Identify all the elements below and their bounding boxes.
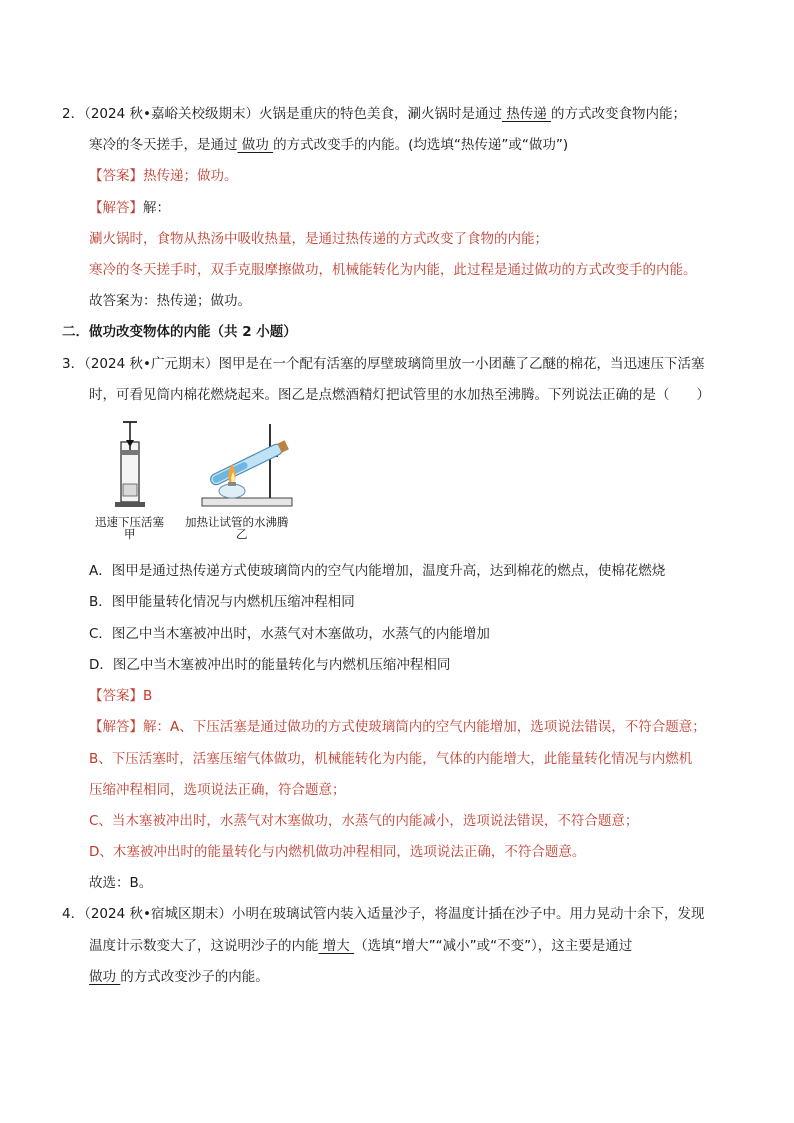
q2-final: 故答案为：热传递；做功。 <box>89 293 251 309</box>
figure-b-label: 乙 <box>236 527 248 541</box>
q2-line2-prefix: 寒冷的冬天搓手，是通过 <box>89 137 238 153</box>
q3-answer: 【答案】B <box>89 688 153 704</box>
q3-solution-line-5: D、木塞被冲出时的能量转化与内燃机做功冲程相同，选项说法正确，不符合题意。 <box>89 844 586 860</box>
q3-option-c: C．图乙中当木塞被冲出时，水蒸气对木塞做功，水蒸气的内能增加 <box>89 626 490 642</box>
q2-line1 <box>62 104 686 124</box>
q3-line1: 3．（2024 秋•广元期末）图甲是在一个配有活塞的厚壁玻璃筒里放一小团蘸了乙醚的棉花，当迅速压下活塞 <box>62 356 705 372</box>
q4-blank2: 做功 <box>89 969 121 985</box>
q3-solution-line-1 <box>89 717 706 737</box>
q2-solution-label: 【解答】 <box>89 200 143 216</box>
q3-line2: 时，可看见筒内棉花燃烧起来。图乙是点燃酒精灯把试管里的水加热至沸腾。下列说法正确的是（ ） <box>89 387 710 403</box>
q4-line1: 4．（2024 秋•宿城区期末）小明在玻璃试管内装入适量沙子，将温度计插在沙子中。用力晃动十余下，发现 <box>62 906 705 922</box>
q2-blank1: 热传递 <box>501 106 552 122</box>
q2-explanation-1: 涮火锅时，食物从热汤中吸收热量，是通过热传递的方式改变了食物的内能； <box>89 231 548 247</box>
q3-solution-text-1: 解：A、下压活塞是通过做功的方式使玻璃筒内的空气内能增加，选项说法错误，不符合题意； <box>143 719 706 735</box>
q2-line2 <box>89 135 568 155</box>
test-tube-heating-figure-icon <box>198 420 298 512</box>
q4-line3 <box>89 967 269 987</box>
q3-final: 故选：B。 <box>89 875 153 891</box>
q3-option-b: B．图甲能量转化情况与内燃机压缩冲程相同 <box>89 594 355 610</box>
q4-line2-suffix: （选填“增大”“减小”或“不变”），这主要是通过 <box>354 938 633 954</box>
q3-option-a: A．图甲是通过热传递方式使玻璃筒内的空气内能增加，温度升高，达到棉花的燃点，使棉花燃烧 <box>89 563 666 579</box>
q2-explanation-2: 寒冷的冬天搓手时，双手克服摩擦做功，机械能转化为内能，此过程是通过做功的方式改变手的内能。 <box>89 262 697 278</box>
q2-line1-suffix: 的方式改变食物内能； <box>551 106 687 122</box>
piston-figure-icon <box>112 418 152 510</box>
figure-a-label: 甲 <box>124 527 136 541</box>
q3-solution-label: 【解答】 <box>89 719 143 735</box>
q3-solution-line-3: 压缩冲程相同，选项说法正确，符合题意； <box>89 782 346 798</box>
q2-blank2: 做功 <box>237 137 274 153</box>
q4-line2 <box>89 936 632 956</box>
q3-option-d: D．图乙中当木塞被冲出时的能量转化与内燃机压缩冲程相同 <box>89 657 451 673</box>
q2-line2-suffix: 的方式改变手的内能。(均选填“热传递”或“做功”) <box>273 137 569 153</box>
q2-answer: 【答案】热传递；做功。 <box>89 168 238 184</box>
q2-line1-prefix: 2．（2024 秋•嘉峪关校级期末）火锅是重庆的特色美食，涮火锅时是通过 <box>62 106 502 122</box>
figure-a-caption: 迅速下压活塞 <box>95 515 164 529</box>
q4-blank1: 增大 <box>318 938 355 954</box>
q2-solution-header <box>89 198 170 218</box>
q4-line2-prefix: 温度计示数变大了，这说明沙子的内能 <box>89 938 319 954</box>
q4-line3-suffix: 的方式改变沙子的内能。 <box>120 969 269 985</box>
q3-solution-line-2: B、下压活塞时，活塞压缩气体做功，机械能转化为内能，气体的内能增大，此能量转化情况与内燃机 <box>89 751 693 767</box>
figure-b-caption: 加热让试管的水沸腾 <box>185 515 289 529</box>
section-2-title: 二．做功改变物体的内能（共 2 小题） <box>62 324 297 340</box>
q2-solution-tail: 解： <box>143 200 170 216</box>
q3-solution-line-4: C、当木塞被冲出时，水蒸气对木塞做功，水蒸气的内能减小，选项说法错误，不符合题意； <box>89 813 639 829</box>
